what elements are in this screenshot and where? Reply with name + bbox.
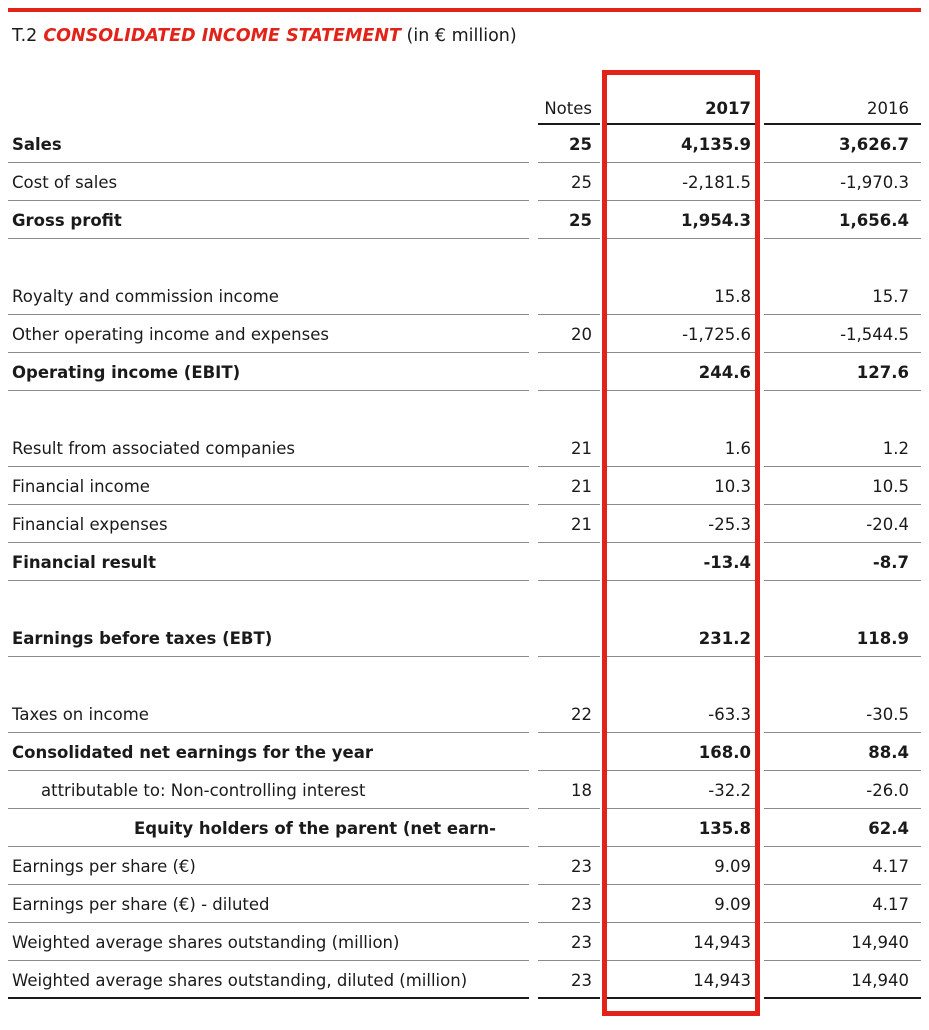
top-red-rule <box>8 8 921 12</box>
row-value-2017: 1.6 <box>724 438 751 458</box>
row-value-2016: 1.2 <box>882 438 909 458</box>
row-notes <box>538 733 592 771</box>
row-notes <box>538 353 592 391</box>
table-row <box>8 961 921 999</box>
table-row <box>8 201 921 239</box>
row-label: attributable to: Non-controlling interest <box>41 780 366 800</box>
row-notes: 25 <box>569 210 592 230</box>
row-value-2017: 168.0 <box>698 742 751 762</box>
table-header-row <box>8 92 921 125</box>
row-value-2016: 10.5 <box>872 476 909 496</box>
table-row <box>8 771 921 809</box>
table-row <box>8 543 921 581</box>
row-notes: 21 <box>571 476 592 496</box>
row-notes <box>538 277 592 315</box>
table-code: T.2 <box>12 26 38 46</box>
row-value-2016: 88.4 <box>868 742 909 762</box>
row-value-2016: 3,626.7 <box>839 134 909 154</box>
row-value-2017: 14,943 <box>693 970 751 990</box>
row-value-2017: 135.8 <box>698 818 751 838</box>
row-label: Other operating income and expenses <box>12 324 329 344</box>
row-value-2017: -32.2 <box>708 780 751 800</box>
row-value-2016: -1,544.5 <box>840 324 909 344</box>
row-label: Earnings per share (€) <box>12 856 196 876</box>
row-value-2016: -1,970.3 <box>840 172 909 192</box>
table-row <box>8 619 921 657</box>
row-value-2017: 14,943 <box>693 932 751 952</box>
row-label: Financial expenses <box>12 514 168 534</box>
row-value-2017: 231.2 <box>698 628 751 648</box>
row-value-2017: 10.3 <box>714 476 751 496</box>
row-value-2016: -30.5 <box>866 704 909 724</box>
table-row <box>8 847 921 885</box>
header-notes: Notes <box>544 99 592 118</box>
row-notes: 21 <box>571 514 592 534</box>
table-row <box>8 125 921 163</box>
table-row <box>8 885 921 923</box>
row-value-2017: 244.6 <box>698 362 751 382</box>
row-value-2016: -20.4 <box>866 514 909 534</box>
row-notes: 22 <box>571 704 592 724</box>
row-value-2017: 1,954.3 <box>681 210 751 230</box>
row-value-2016: 4.17 <box>872 856 909 876</box>
row-notes: 23 <box>571 932 592 952</box>
row-value-2017: -13.4 <box>703 552 751 572</box>
spacer-row <box>8 239 921 277</box>
row-label: Sales <box>12 134 62 154</box>
row-label: Taxes on income <box>12 704 149 724</box>
row-label: Earnings per share (€) - diluted <box>12 894 270 914</box>
table-unit: (in € million) <box>406 26 517 46</box>
row-label: Consolidated net earnings for the year <box>12 742 373 762</box>
row-value-2016: -26.0 <box>866 780 909 800</box>
header-2016: 2016 <box>867 99 909 118</box>
table-row <box>8 315 921 353</box>
table-row <box>8 733 921 771</box>
row-notes: 21 <box>571 438 592 458</box>
row-label: Earnings before taxes (EBT) <box>12 628 273 648</box>
income-statement-table <box>8 92 921 999</box>
row-value-2017: -2,181.5 <box>682 172 751 192</box>
table-name: CONSOLIDATED INCOME STATEMENT <box>43 26 401 46</box>
table-row <box>8 923 921 961</box>
row-value-2016: 14,940 <box>851 932 909 952</box>
row-value-2016: -8.7 <box>872 552 909 572</box>
row-value-2016: 62.4 <box>868 818 909 838</box>
header-2017: 2017 <box>705 99 751 118</box>
row-notes: 18 <box>571 780 592 800</box>
spacer-row <box>8 391 921 429</box>
row-label: Royalty and commission income <box>12 286 279 306</box>
row-value-2016: 4.17 <box>872 894 909 914</box>
row-label: Result from associated companies <box>12 438 295 458</box>
row-label: Gross profit <box>12 210 122 230</box>
spacer-row <box>8 657 921 695</box>
row-notes <box>538 543 592 581</box>
table-row <box>8 277 921 315</box>
table-row <box>8 429 921 467</box>
row-value-2016: 1,656.4 <box>839 210 909 230</box>
table-row <box>8 695 921 733</box>
row-notes: 25 <box>571 172 592 192</box>
row-notes: 23 <box>571 970 592 990</box>
row-value-2017: -25.3 <box>708 514 751 534</box>
row-value-2017: -63.3 <box>708 704 751 724</box>
row-label: Cost of sales <box>12 172 118 192</box>
row-value-2017: 9.09 <box>714 894 751 914</box>
table-row <box>8 163 921 201</box>
row-value-2017: -1,725.6 <box>682 324 751 344</box>
row-notes: 20 <box>571 324 592 344</box>
row-notes: 23 <box>571 894 592 914</box>
row-label: Operating income (EBIT) <box>12 362 241 382</box>
table-row <box>8 353 921 391</box>
table-row <box>8 809 921 847</box>
row-notes <box>538 619 592 657</box>
row-value-2016: 118.9 <box>856 628 909 648</box>
table-row <box>8 505 921 543</box>
spacer-row <box>8 581 921 619</box>
row-value-2017: 9.09 <box>714 856 751 876</box>
row-notes: 25 <box>569 134 592 154</box>
row-value-2017: 4,135.9 <box>681 134 751 154</box>
row-value-2016: 15.7 <box>872 286 909 306</box>
row-label: Equity holders of the parent (net earn- <box>134 818 496 838</box>
row-label: Financial income <box>12 476 150 496</box>
table-row <box>8 467 921 505</box>
row-value-2016: 127.6 <box>856 362 909 382</box>
row-label: Weighted average shares outstanding, diluted (million) <box>12 970 468 990</box>
row-label: Financial result <box>12 552 156 572</box>
row-notes: 23 <box>571 856 592 876</box>
table-title <box>12 26 517 46</box>
row-label: Weighted average shares outstanding (million) <box>12 932 400 952</box>
row-value-2016: 14,940 <box>851 970 909 990</box>
row-value-2017: 15.8 <box>714 286 751 306</box>
row-notes <box>538 809 592 847</box>
